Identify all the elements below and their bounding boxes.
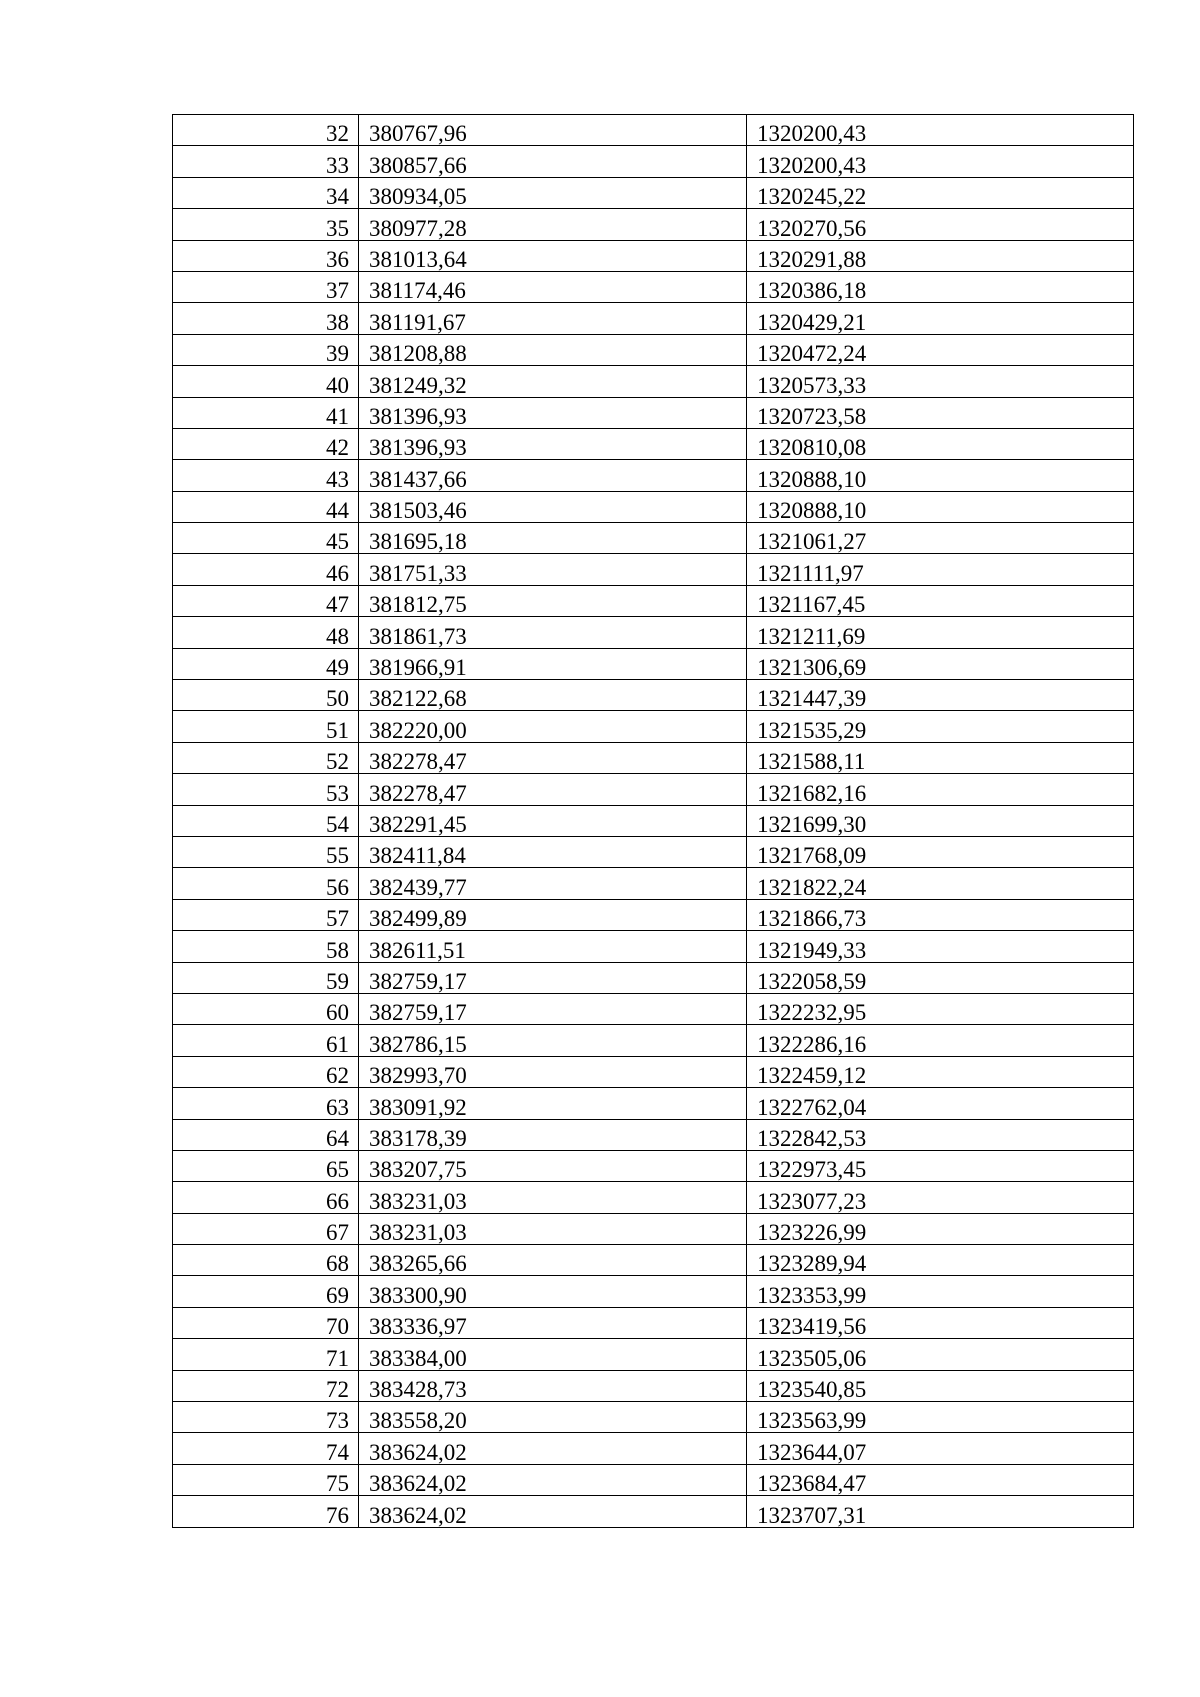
table-row	[173, 1402, 1134, 1433]
x-coordinate-cell: 381396,93	[359, 428, 747, 459]
y-coordinate-cell: 1323419,56	[747, 1307, 1134, 1338]
y-coordinate-cell: 1321535,29	[747, 711, 1134, 742]
point-number-cell: 66	[173, 1182, 359, 1213]
point-number-cell: 53	[173, 774, 359, 805]
y-coordinate-cell: 1321211,69	[747, 617, 1134, 648]
y-coordinate-cell: 1323644,07	[747, 1433, 1134, 1464]
y-coordinate-cell: 1321822,24	[747, 868, 1134, 899]
point-number-cell: 73	[173, 1402, 359, 1433]
x-coordinate-cell: 383558,20	[359, 1402, 747, 1433]
x-coordinate-cell: 383178,39	[359, 1119, 747, 1150]
point-number-cell: 47	[173, 585, 359, 616]
point-number-cell: 42	[173, 428, 359, 459]
x-coordinate-cell: 382122,68	[359, 680, 747, 711]
y-coordinate-cell: 1322459,12	[747, 1056, 1134, 1087]
table-row	[173, 554, 1134, 585]
y-coordinate-cell: 1323563,99	[747, 1402, 1134, 1433]
y-coordinate-cell: 1322058,59	[747, 962, 1134, 993]
y-coordinate-cell: 1323077,23	[747, 1182, 1134, 1213]
point-number-cell: 60	[173, 993, 359, 1024]
x-coordinate-cell: 383300,90	[359, 1276, 747, 1307]
x-coordinate-cell: 381396,93	[359, 397, 747, 428]
table-row	[173, 774, 1134, 805]
point-number-cell: 71	[173, 1339, 359, 1370]
table-row	[173, 1056, 1134, 1087]
point-number-cell: 49	[173, 648, 359, 679]
table-row	[173, 1182, 1134, 1213]
coordinates-table	[172, 114, 1134, 1528]
table-row	[173, 1245, 1134, 1276]
x-coordinate-cell: 382499,89	[359, 899, 747, 930]
y-coordinate-cell: 1323353,99	[747, 1276, 1134, 1307]
y-coordinate-cell: 1320200,43	[747, 146, 1134, 177]
table-row	[173, 868, 1134, 899]
table-row	[173, 1464, 1134, 1495]
y-coordinate-cell: 1323684,47	[747, 1464, 1134, 1495]
x-coordinate-cell: 383624,02	[359, 1433, 747, 1464]
y-coordinate-cell: 1321682,16	[747, 774, 1134, 805]
coordinates-table-body	[173, 115, 1134, 1528]
x-coordinate-cell: 381249,32	[359, 366, 747, 397]
point-number-cell: 37	[173, 271, 359, 302]
point-number-cell: 61	[173, 1025, 359, 1056]
table-row	[173, 1088, 1134, 1119]
y-coordinate-cell: 1322842,53	[747, 1119, 1134, 1150]
y-coordinate-cell: 1322232,95	[747, 993, 1134, 1024]
x-coordinate-cell: 381191,67	[359, 303, 747, 334]
y-coordinate-cell: 1321167,45	[747, 585, 1134, 616]
y-coordinate-cell: 1322762,04	[747, 1088, 1134, 1119]
x-coordinate-cell: 382759,17	[359, 962, 747, 993]
point-number-cell: 55	[173, 836, 359, 867]
x-coordinate-cell: 383231,03	[359, 1182, 747, 1213]
y-coordinate-cell: 1322286,16	[747, 1025, 1134, 1056]
y-coordinate-cell: 1320429,21	[747, 303, 1134, 334]
x-coordinate-cell: 382411,84	[359, 836, 747, 867]
x-coordinate-cell: 380977,28	[359, 209, 747, 240]
point-number-cell: 51	[173, 711, 359, 742]
point-number-cell: 74	[173, 1433, 359, 1464]
y-coordinate-cell: 1320291,88	[747, 240, 1134, 271]
x-coordinate-cell: 383428,73	[359, 1370, 747, 1401]
point-number-cell: 70	[173, 1307, 359, 1338]
table-row	[173, 648, 1134, 679]
x-coordinate-cell: 381503,46	[359, 491, 747, 522]
table-row	[173, 899, 1134, 930]
x-coordinate-cell: 382278,47	[359, 774, 747, 805]
table-row	[173, 1433, 1134, 1464]
x-coordinate-cell: 381437,66	[359, 460, 747, 491]
y-coordinate-cell: 1323707,31	[747, 1496, 1134, 1527]
point-number-cell: 35	[173, 209, 359, 240]
y-coordinate-cell: 1320810,08	[747, 428, 1134, 459]
y-coordinate-cell: 1321447,39	[747, 680, 1134, 711]
x-coordinate-cell: 380934,05	[359, 177, 747, 208]
point-number-cell: 76	[173, 1496, 359, 1527]
y-coordinate-cell: 1323226,99	[747, 1213, 1134, 1244]
y-coordinate-cell: 1321588,11	[747, 742, 1134, 773]
x-coordinate-cell: 383091,92	[359, 1088, 747, 1119]
x-coordinate-cell: 381812,75	[359, 585, 747, 616]
y-coordinate-cell: 1321111,97	[747, 554, 1134, 585]
point-number-cell: 64	[173, 1119, 359, 1150]
point-number-cell: 33	[173, 146, 359, 177]
x-coordinate-cell: 383231,03	[359, 1213, 747, 1244]
x-coordinate-cell: 381174,46	[359, 271, 747, 302]
y-coordinate-cell: 1320723,58	[747, 397, 1134, 428]
point-number-cell: 75	[173, 1464, 359, 1495]
point-number-cell: 72	[173, 1370, 359, 1401]
y-coordinate-cell: 1321699,30	[747, 805, 1134, 836]
table-row	[173, 523, 1134, 554]
x-coordinate-cell: 382993,70	[359, 1056, 747, 1087]
x-coordinate-cell: 383384,00	[359, 1339, 747, 1370]
x-coordinate-cell: 381861,73	[359, 617, 747, 648]
x-coordinate-cell: 383624,02	[359, 1464, 747, 1495]
table-row	[173, 1496, 1134, 1527]
point-number-cell: 68	[173, 1245, 359, 1276]
x-coordinate-cell: 382220,00	[359, 711, 747, 742]
x-coordinate-cell: 381013,64	[359, 240, 747, 271]
table-row	[173, 115, 1134, 146]
point-number-cell: 38	[173, 303, 359, 334]
table-row	[173, 585, 1134, 616]
table-row	[173, 271, 1134, 302]
table-row	[173, 805, 1134, 836]
point-number-cell: 43	[173, 460, 359, 491]
point-number-cell: 39	[173, 334, 359, 365]
point-number-cell: 50	[173, 680, 359, 711]
y-coordinate-cell: 1320386,18	[747, 271, 1134, 302]
y-coordinate-cell: 1320888,10	[747, 491, 1134, 522]
x-coordinate-cell: 382611,51	[359, 931, 747, 962]
point-number-cell: 40	[173, 366, 359, 397]
x-coordinate-cell: 381695,18	[359, 523, 747, 554]
y-coordinate-cell: 1320472,24	[747, 334, 1134, 365]
point-number-cell: 54	[173, 805, 359, 836]
table-row	[173, 993, 1134, 1024]
y-coordinate-cell: 1321949,33	[747, 931, 1134, 962]
point-number-cell: 59	[173, 962, 359, 993]
point-number-cell: 45	[173, 523, 359, 554]
table-row	[173, 962, 1134, 993]
table-row	[173, 177, 1134, 208]
x-coordinate-cell: 381966,91	[359, 648, 747, 679]
point-number-cell: 57	[173, 899, 359, 930]
point-number-cell: 52	[173, 742, 359, 773]
point-number-cell: 44	[173, 491, 359, 522]
point-number-cell: 56	[173, 868, 359, 899]
table-row	[173, 1307, 1134, 1338]
point-number-cell: 63	[173, 1088, 359, 1119]
x-coordinate-cell: 381751,33	[359, 554, 747, 585]
x-coordinate-cell: 383336,97	[359, 1307, 747, 1338]
table-row	[173, 1150, 1134, 1181]
y-coordinate-cell: 1323540,85	[747, 1370, 1134, 1401]
y-coordinate-cell: 1323289,94	[747, 1245, 1134, 1276]
x-coordinate-cell: 382291,45	[359, 805, 747, 836]
y-coordinate-cell: 1320888,10	[747, 460, 1134, 491]
table-row	[173, 209, 1134, 240]
x-coordinate-cell: 382759,17	[359, 993, 747, 1024]
table-row	[173, 617, 1134, 648]
table-row	[173, 366, 1134, 397]
point-number-cell: 36	[173, 240, 359, 271]
y-coordinate-cell: 1320245,22	[747, 177, 1134, 208]
table-row	[173, 1213, 1134, 1244]
x-coordinate-cell: 381208,88	[359, 334, 747, 365]
x-coordinate-cell: 380767,96	[359, 115, 747, 146]
x-coordinate-cell: 383207,75	[359, 1150, 747, 1181]
point-number-cell: 62	[173, 1056, 359, 1087]
table-row	[173, 303, 1134, 334]
table-row	[173, 397, 1134, 428]
point-number-cell: 67	[173, 1213, 359, 1244]
y-coordinate-cell: 1321866,73	[747, 899, 1134, 930]
table-row	[173, 836, 1134, 867]
y-coordinate-cell: 1320573,33	[747, 366, 1134, 397]
table-row	[173, 1370, 1134, 1401]
x-coordinate-cell: 382786,15	[359, 1025, 747, 1056]
point-number-cell: 58	[173, 931, 359, 962]
table-row	[173, 428, 1134, 459]
table-row	[173, 680, 1134, 711]
x-coordinate-cell: 383624,02	[359, 1496, 747, 1527]
y-coordinate-cell: 1323505,06	[747, 1339, 1134, 1370]
point-number-cell: 34	[173, 177, 359, 208]
table-row	[173, 491, 1134, 522]
x-coordinate-cell: 382278,47	[359, 742, 747, 773]
point-number-cell: 32	[173, 115, 359, 146]
point-number-cell: 69	[173, 1276, 359, 1307]
table-row	[173, 1339, 1134, 1370]
table-row	[173, 460, 1134, 491]
point-number-cell: 48	[173, 617, 359, 648]
table-row	[173, 334, 1134, 365]
point-number-cell: 65	[173, 1150, 359, 1181]
table-row	[173, 240, 1134, 271]
table-row	[173, 1276, 1134, 1307]
y-coordinate-cell: 1321306,69	[747, 648, 1134, 679]
table-row	[173, 742, 1134, 773]
x-coordinate-cell: 382439,77	[359, 868, 747, 899]
table-row	[173, 146, 1134, 177]
table-row	[173, 1119, 1134, 1150]
table-row	[173, 1025, 1134, 1056]
y-coordinate-cell: 1321768,09	[747, 836, 1134, 867]
table-row	[173, 931, 1134, 962]
x-coordinate-cell: 380857,66	[359, 146, 747, 177]
point-number-cell: 46	[173, 554, 359, 585]
table-row	[173, 711, 1134, 742]
y-coordinate-cell: 1320270,56	[747, 209, 1134, 240]
y-coordinate-cell: 1322973,45	[747, 1150, 1134, 1181]
x-coordinate-cell: 383265,66	[359, 1245, 747, 1276]
point-number-cell: 41	[173, 397, 359, 428]
y-coordinate-cell: 1321061,27	[747, 523, 1134, 554]
y-coordinate-cell: 1320200,43	[747, 115, 1134, 146]
